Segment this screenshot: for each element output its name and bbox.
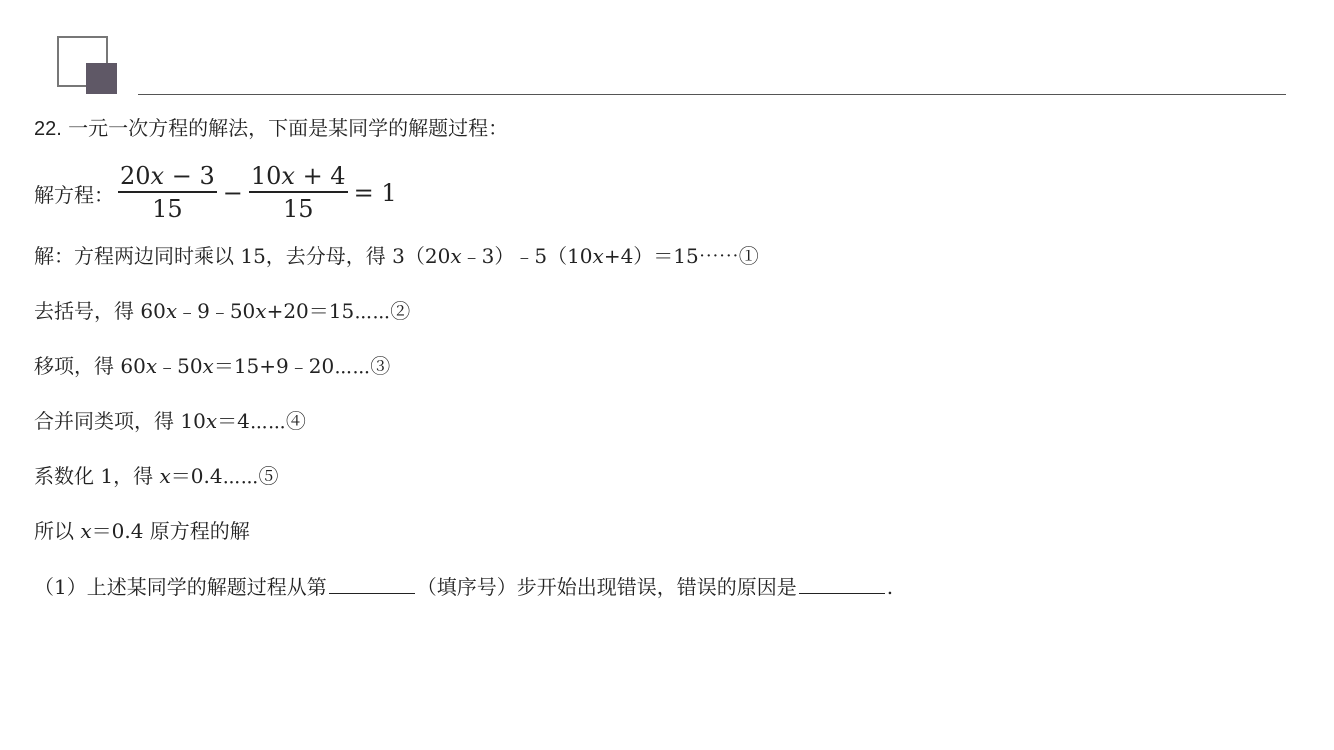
part-1-suffix: . xyxy=(886,575,894,599)
solution-conclusion: 所以 x＝0.4 原方程的解 xyxy=(34,519,250,543)
solution-step-5: 系数化 1，得 x＝0.4⋯⋯⑤ xyxy=(34,464,279,488)
logo-filled-square xyxy=(86,63,117,94)
solution-step-1: 解：方程两边同时乘以 15，去分母，得 3（20x﹣3）﹣5（10x+4）＝15⋯⋯① xyxy=(34,244,759,268)
fraction-1-numerator: 20x − 3 xyxy=(120,162,215,191)
solution-step-3: 移项，得 60x﹣50x＝15+9﹣20⋯⋯③ xyxy=(34,354,391,378)
fraction-1-denominator: 15 xyxy=(152,194,183,223)
question-title: 一元一次方程的解法，下面是某同学的解题过程： xyxy=(68,116,509,140)
equation-minus: − xyxy=(222,179,243,207)
fraction-2-denominator: 15 xyxy=(282,194,314,223)
fraction-2-numerator: 10x + 4 xyxy=(250,162,346,191)
fraction-2 xyxy=(249,161,348,225)
step-number-blank[interactable] xyxy=(329,575,415,594)
question-number: 22. xyxy=(34,118,62,140)
part-1-prefix: （1）上述某同学的解题过程从第 xyxy=(34,575,327,599)
error-reason-blank[interactable] xyxy=(799,575,885,594)
header-rule xyxy=(138,94,1286,95)
section-logo-icon xyxy=(55,34,119,96)
question-heading xyxy=(34,114,508,143)
equation-row xyxy=(34,160,399,226)
solution-step-4: 合并同类项，得 10x＝4⋯⋯④ xyxy=(34,409,306,433)
part-1-middle: （填序号）步开始出现错误，错误的原因是 xyxy=(416,575,797,599)
solution-step-2: 去括号，得 60x﹣9﹣50x+20＝15⋯⋯② xyxy=(34,299,411,323)
equation-rhs: = 1 xyxy=(353,179,397,207)
fraction-1 xyxy=(118,161,217,225)
part-1-question xyxy=(34,573,893,601)
equation-label: 解方程： xyxy=(34,182,114,207)
